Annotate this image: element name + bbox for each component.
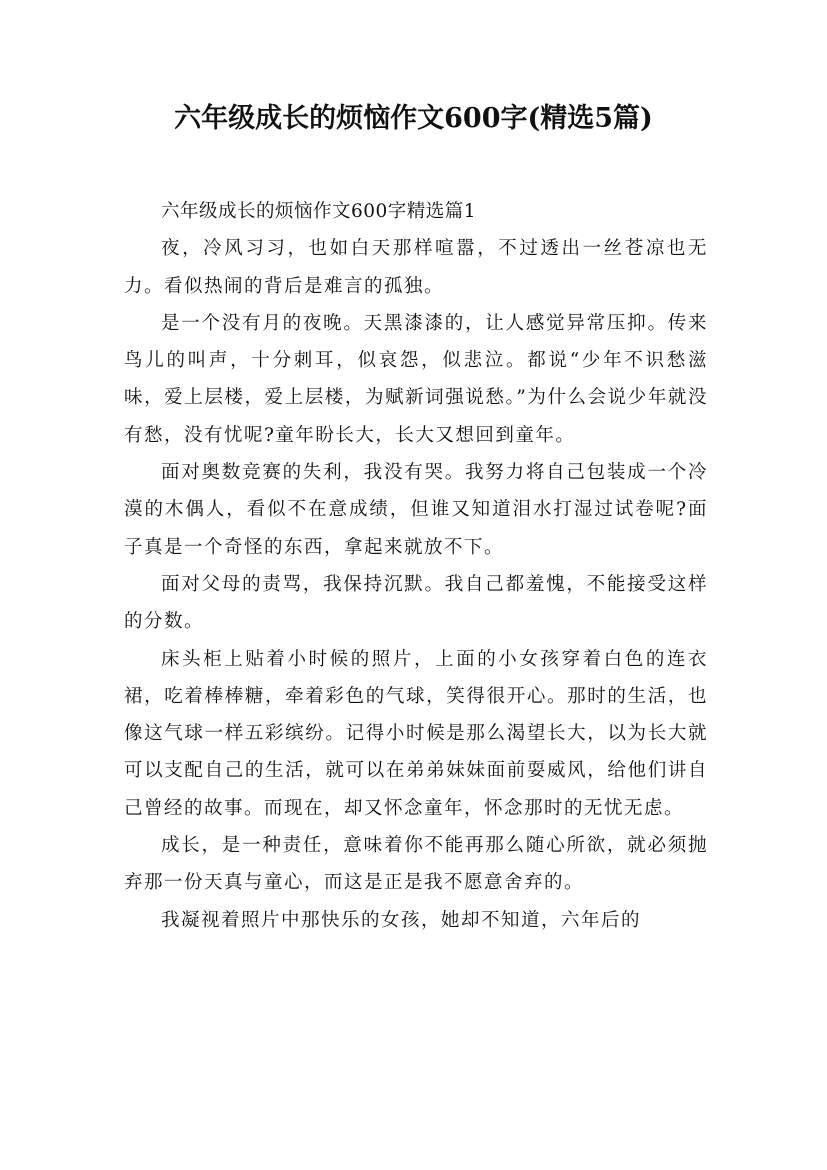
paragraph: 面对奥数竞赛的失利，我没有哭。我努力将自己包装成一个冷漠的木偶人，看似不在意成绩，但谁又知道泪水打湿过试卷呢?面子真是一个奇怪的东西，拿起来就放不下。: [124, 462, 708, 558]
document-body: [124, 193, 708, 939]
paragraph: 面对父母的责骂，我保持沉默。我自己都羞愧，不能接受这样的分数。: [124, 573, 708, 633]
paragraph: 床头柜上贴着小时候的照片，上面的小女孩穿着白色的连衣裙，吃着棒棒糖，牵着彩色的气球，笑得很开心。那时的生活，也像这气球一样五彩缤纷。记得小时候是那么渴望长大，以为长大就可以支配自己的生活，就可以在弟弟妹妹面前耍威风，给他们讲自己曾经的故事。而现在，却又怀念童年，怀念那时的无忧无虑。: [124, 648, 708, 819]
paragraph: 成长，是一种责任，意味着你不能再那么随心所欲，就必须抛弃那一份天真与童心，而这是正是我不愿意舍弃的。: [124, 835, 708, 894]
section-heading: 六年级成长的烦恼作文600字精选篇1: [161, 201, 477, 222]
paragraph: 我凝视着照片中那快乐的女孩，她却不知道，六年后的: [161, 909, 642, 931]
paragraph: 夜，冷风习习，也如白天那样喧嚣，不过透出一丝苍凉也无力。看似热闹的背后是难言的孤独。: [124, 238, 708, 297]
paragraph: 是一个没有月的夜晚。天黑漆漆的，让人感觉异常压抑。传来鸟儿的叫声，十分刺耳，似哀怨，似悲泣。都说“少年不识愁滋味，爱上层楼，爱上层楼，为赋新词强说愁。”为什么会说少年就没有愁，没有忧呢?童年盼长大，长大又想回到童年。: [124, 312, 708, 446]
document-title: 六年级成长的烦恼作文600字(精选5篇): [174, 103, 653, 134]
